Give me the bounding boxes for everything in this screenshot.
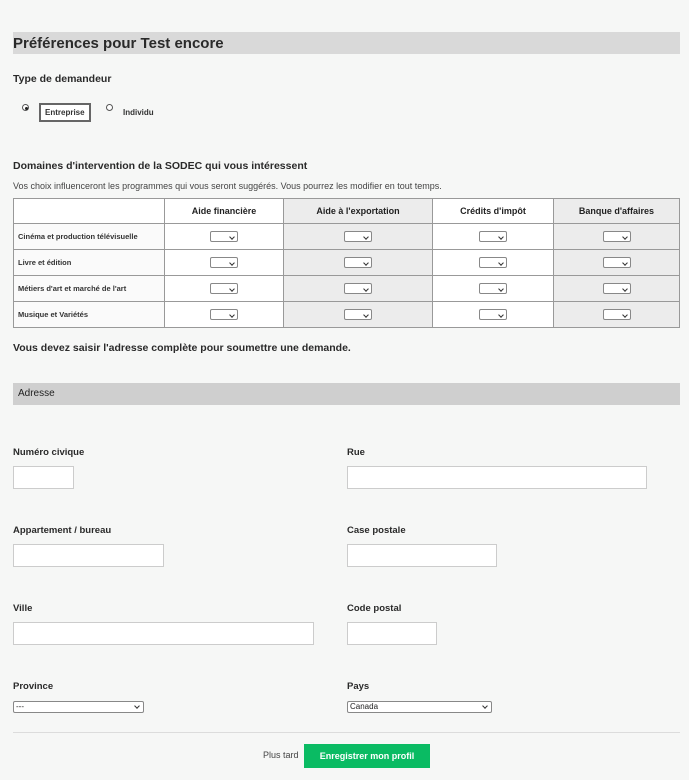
cell-select[interactable] [603,231,631,242]
col-header: Aide financière [165,199,284,224]
row-label: Métiers d'art et marché de l'art [14,276,165,302]
radio-entreprise[interactable] [22,104,29,111]
divider [13,732,680,733]
later-link[interactable]: Plus tard [263,750,299,760]
row-label: Livre et édition [14,250,165,276]
chevron-down-icon [134,703,140,709]
country-label: Pays [347,681,370,692]
civic-number-input[interactable] [13,466,74,489]
civic-number-label: Numéro civique [13,447,85,458]
cell-select[interactable] [344,231,372,242]
apartment-input[interactable] [13,544,164,567]
street-label: Rue [347,447,365,458]
requester-type-label: Type de demandeur [13,73,112,85]
table-row [14,276,680,302]
row-label: Musique et Variétés [14,302,165,328]
cell-select[interactable] [479,231,507,242]
domains-title: Domaines d'intervention de la SODEC qui vous intéressent [13,160,308,172]
postal-code-label: Code postal [347,603,402,614]
col-header: Aide à l'exportation [284,199,433,224]
city-label: Ville [13,603,33,614]
radio-entreprise-label[interactable]: Entreprise [39,103,91,122]
col-header: Banque d'affaires [554,199,680,224]
province-label: Province [13,681,54,692]
table-row [14,224,680,250]
domains-table [13,198,680,328]
table-row [14,302,680,328]
po-box-input[interactable] [347,544,497,567]
page-title: Préférences pour Test encore [13,32,680,54]
cell-select[interactable] [344,257,372,268]
cell-select[interactable] [479,283,507,294]
address-section-title: Adresse [18,388,55,399]
col-header: Crédits d'impôt [433,199,554,224]
cell-select[interactable] [210,283,238,294]
province-select-value: --- [16,702,24,711]
domains-hint: Vos choix influenceront les programmes qui vous seront suggérés. Vous pourrez les modifier en tout temps. [13,181,442,191]
apartment-label: Appartement / bureau [13,525,112,536]
postal-code-input[interactable] [347,622,437,645]
row-label: Cinéma et production télévisuelle [14,224,165,250]
table-corner [14,199,165,224]
province-select[interactable] [13,701,144,713]
cell-select[interactable] [344,283,372,294]
country-select-value: Canada [350,702,379,711]
radio-individu[interactable] [106,104,113,111]
save-profile-button[interactable]: Enregistrer mon profil [304,744,430,768]
country-select[interactable] [347,701,492,713]
address-notice: Vous devez saisir l'adresse complète pour soumettre une demande. [13,342,351,354]
chevron-down-icon [482,703,488,709]
cell-select[interactable] [603,309,631,320]
cell-select[interactable] [210,231,238,242]
cell-select[interactable] [479,257,507,268]
table-row [14,250,680,276]
cell-select[interactable] [210,309,238,320]
cell-select[interactable] [603,257,631,268]
radio-individu-label[interactable]: Individu [123,108,154,117]
cell-select[interactable] [344,309,372,320]
address-section-header [13,383,680,405]
cell-select[interactable] [603,283,631,294]
city-input[interactable] [13,622,314,645]
cell-select[interactable] [479,309,507,320]
street-input[interactable] [347,466,647,489]
cell-select[interactable] [210,257,238,268]
po-box-label: Case postale [347,525,406,536]
